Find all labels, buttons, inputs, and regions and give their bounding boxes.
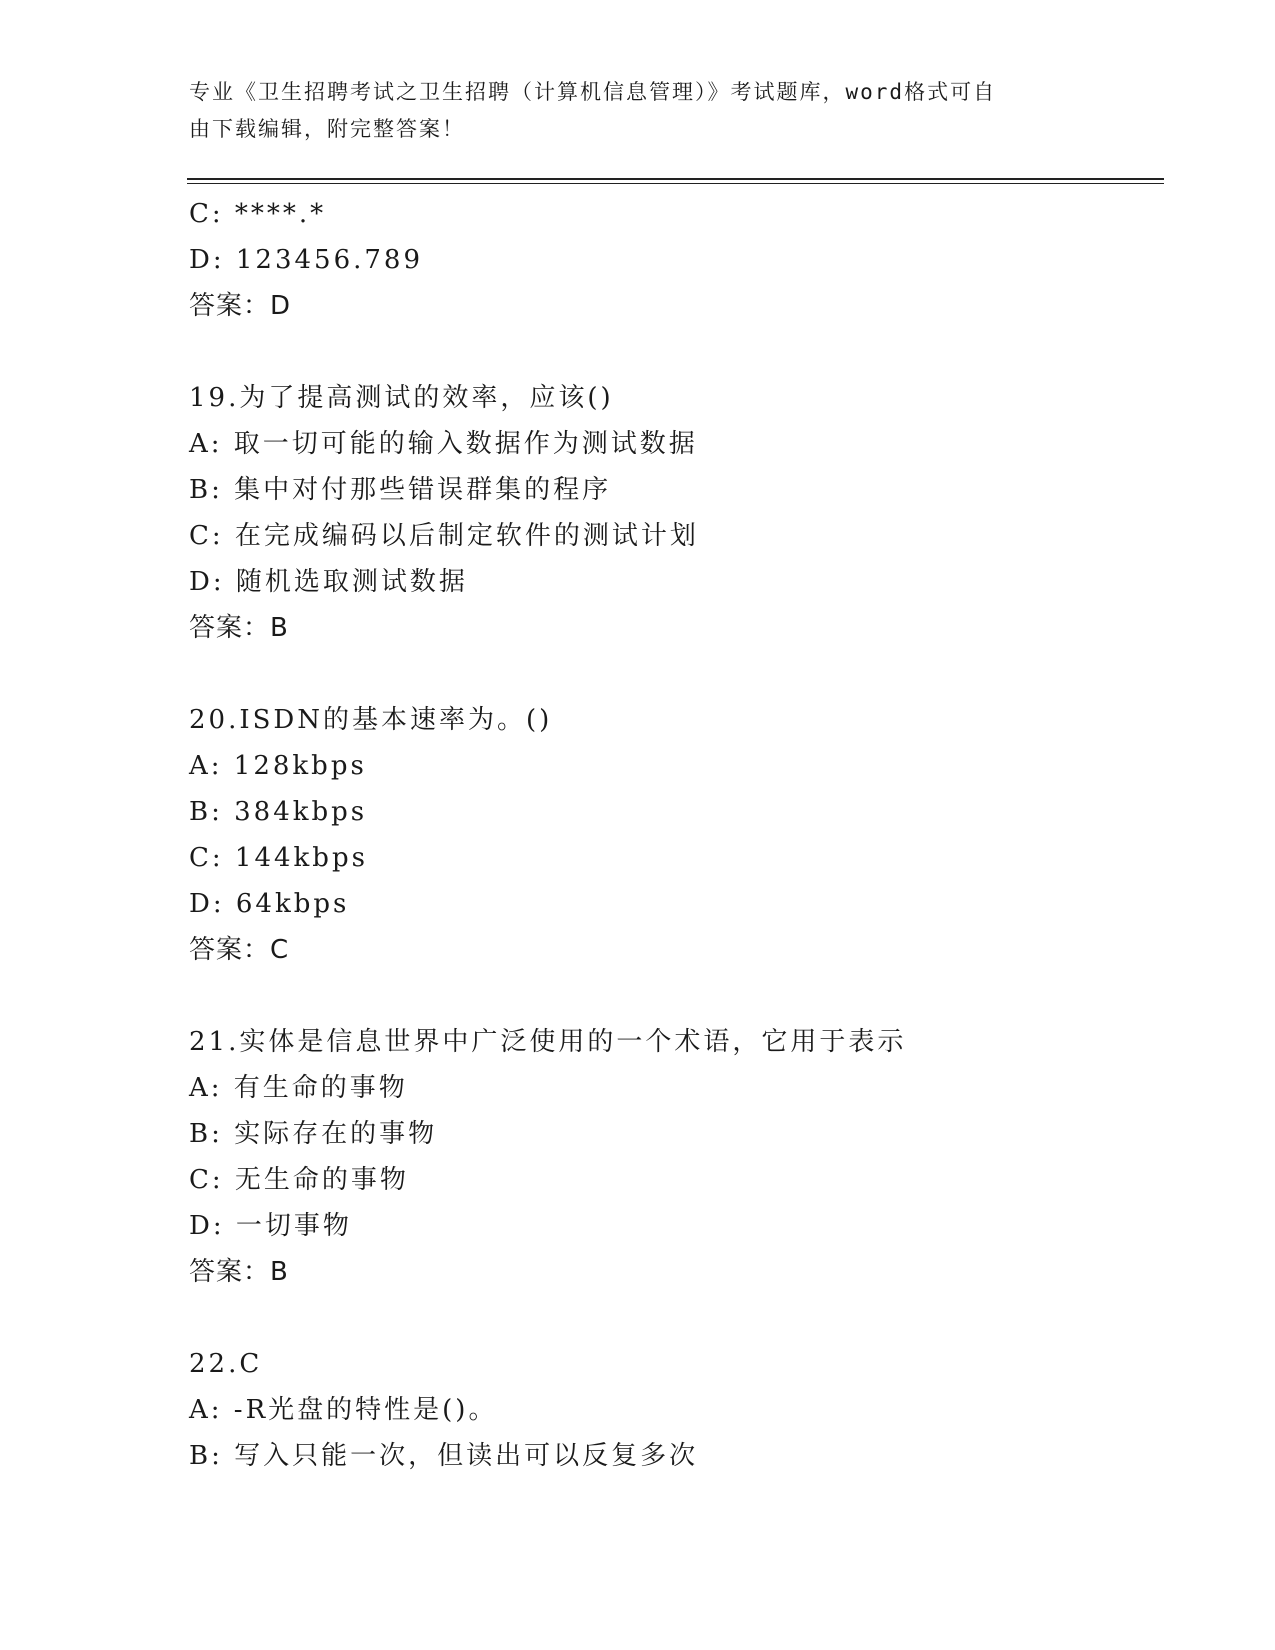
question-spacer	[189, 973, 1149, 1019]
question-19	[189, 375, 1149, 651]
option-b: B: 384kbps	[189, 797, 368, 827]
option-c: C: ****.*	[189, 199, 327, 229]
option-a: A: -R光盘的特性是()。	[189, 1395, 498, 1425]
header-divider-thin	[187, 183, 1164, 184]
question-spacer	[189, 651, 1149, 697]
option-d: D: 64kbps	[189, 889, 350, 919]
option-c: C: 无生命的事物	[189, 1165, 409, 1195]
question-list	[189, 191, 1149, 1479]
option-b: B: 实际存在的事物	[189, 1119, 438, 1149]
question-22	[189, 1341, 1149, 1479]
header-line-1: 专业《卫生招聘考试之卫生招聘（计算机信息管理）》考试题库，word格式可自	[189, 80, 997, 104]
option-c: C: 在完成编码以后制定软件的测试计划	[189, 521, 699, 551]
question-stem: 22.C	[189, 1349, 263, 1379]
option-a: A: 128kbps	[189, 751, 367, 781]
question-21	[189, 1019, 1149, 1295]
question-20	[189, 697, 1149, 973]
question-stem: 20.ISDN的基本速率为。()	[189, 705, 553, 735]
answer-line: 答案：B	[189, 1257, 289, 1287]
question-stem: 21.实体是信息世界中广泛使用的一个术语，它用于表示	[189, 1027, 907, 1057]
option-b: B: 集中对付那些错误群集的程序	[189, 475, 612, 505]
question-spacer	[189, 329, 1149, 375]
option-a: A: 取一切可能的输入数据作为测试数据	[189, 429, 698, 459]
answer-line: 答案：C	[189, 935, 290, 965]
header-divider-thick	[187, 178, 1164, 180]
option-d: D: 随机选取测试数据	[189, 567, 468, 597]
question-18-tail	[189, 191, 1149, 329]
document-header	[189, 74, 1069, 148]
option-d: D: 一切事物	[189, 1211, 352, 1241]
option-a: A: 有生命的事物	[189, 1073, 408, 1103]
answer-line: 答案：B	[189, 613, 289, 643]
question-stem: 19.为了提高测试的效率，应该()	[189, 383, 614, 413]
question-spacer	[189, 1295, 1149, 1341]
option-c: C: 144kbps	[189, 843, 368, 873]
option-d: D: 123456.789	[189, 245, 424, 275]
option-b: B: 写入只能一次，但读出可以反复多次	[189, 1441, 699, 1471]
header-line-2: 由下载编辑，附完整答案！	[189, 117, 465, 141]
answer-line: 答案：D	[189, 291, 292, 321]
